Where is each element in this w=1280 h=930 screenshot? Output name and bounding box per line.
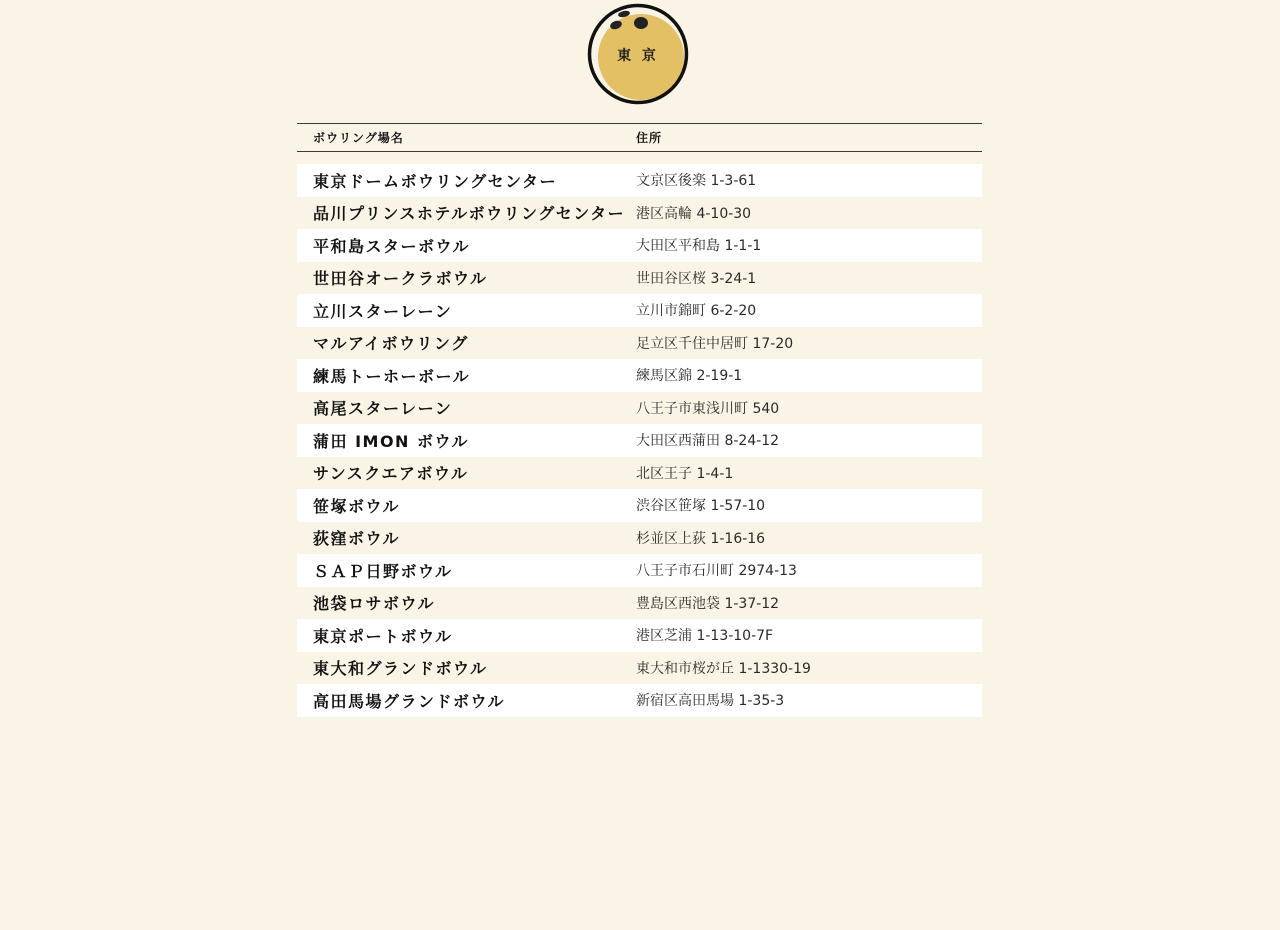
bowling-alley-table <box>297 123 982 717</box>
bowling-alley-name: 練馬トーホーボール <box>313 366 471 386</box>
bowling-alley-name: ＳＡＰ日野ボウル <box>313 561 453 581</box>
table-row <box>297 327 982 360</box>
bowling-alley-name: 高尾スターレーン <box>313 399 453 419</box>
table-row <box>297 554 982 587</box>
bowling-alley-name: 高田馬場グランドボウル <box>313 691 506 711</box>
bowling-alley-address: 立川市錦町 6-2-20 <box>636 303 757 320</box>
table-row <box>297 262 982 295</box>
bowling-alley-name: 笹塚ボウル <box>313 496 401 516</box>
table-row <box>297 392 982 425</box>
table-row <box>297 197 982 230</box>
table-row <box>297 457 982 490</box>
bowling-alley-name: マルアイボウリング <box>313 334 469 354</box>
bowling-alley-name: 荻窪ボウル <box>313 529 401 549</box>
table-row <box>297 619 982 652</box>
table-row <box>297 587 982 620</box>
bowling-alley-address: 足立区千住中居町 17-20 <box>636 335 794 352</box>
bowling-alley-name: 平和島スターボウル <box>313 236 471 256</box>
bowling-alley-address: 豊島区西池袋 1-37-12 <box>636 595 780 612</box>
table-row <box>297 684 982 717</box>
region-badge <box>587 3 689 105</box>
bowling-alley-address: 渋谷区笹塚 1-57-10 <box>636 498 766 515</box>
region-label: 東 京 <box>617 48 659 64</box>
bowling-alley-name: 蒲田 IMON ボウル <box>313 431 470 451</box>
bowling-alley-address: 大田区西蒲田 8-24-12 <box>636 433 780 450</box>
bowling-alley-address: 東大和市桜が丘 1-1330-19 <box>636 660 811 677</box>
table-row <box>297 229 982 262</box>
bowling-alley-address: 港区高輪 4-10-30 <box>636 205 752 222</box>
table-row <box>297 522 982 555</box>
bowling-alley-address: 港区芝浦 1-13-10-7F <box>636 628 774 645</box>
bowling-alley-name: 東大和グランドボウル <box>313 659 488 679</box>
table-row <box>297 359 982 392</box>
bowling-alley-name: 世田谷オークラボウル <box>313 269 488 289</box>
bowling-alley-name: 東京ドームボウリングセンター <box>313 171 558 191</box>
table-row <box>297 489 982 522</box>
bowling-alley-address: 新宿区高田馬場 1-35-3 <box>636 693 785 710</box>
bowling-alley-name: 池袋ロサボウル <box>313 594 436 614</box>
table-row <box>297 164 982 197</box>
bowling-alley-address: 八王子市石川町 2974-13 <box>636 563 797 580</box>
table-body <box>297 164 982 717</box>
bowling-alley-name: サンスクエアボウル <box>313 464 469 484</box>
column-header-name: ボウリング場名 <box>313 131 404 145</box>
bowling-alley-address: 北区王子 1-4-1 <box>636 465 734 482</box>
bowling-alley-address: 大田区平和島 1-1-1 <box>636 238 762 255</box>
bowling-alley-name: 品川プリンスホテルボウリングセンター <box>313 204 626 224</box>
column-header-address: 住所 <box>636 131 663 145</box>
bowling-alley-address: 練馬区錦 2-19-1 <box>636 368 743 385</box>
table-row <box>297 424 982 457</box>
table-header <box>297 123 982 152</box>
bowling-alley-address: 杉並区上荻 1-16-16 <box>636 530 766 547</box>
bowling-alley-name: 立川スターレーン <box>313 301 453 321</box>
bowling-alley-address: 文京区後楽 1-3-61 <box>636 173 757 190</box>
bowling-alley-address: 世田谷区桜 3-24-1 <box>636 270 757 287</box>
bowling-alley-name: 東京ポートボウル <box>313 626 453 646</box>
table-row <box>297 652 982 685</box>
bowling-alley-address: 八王子市東浅川町 540 <box>636 400 780 417</box>
table-row <box>297 294 982 327</box>
